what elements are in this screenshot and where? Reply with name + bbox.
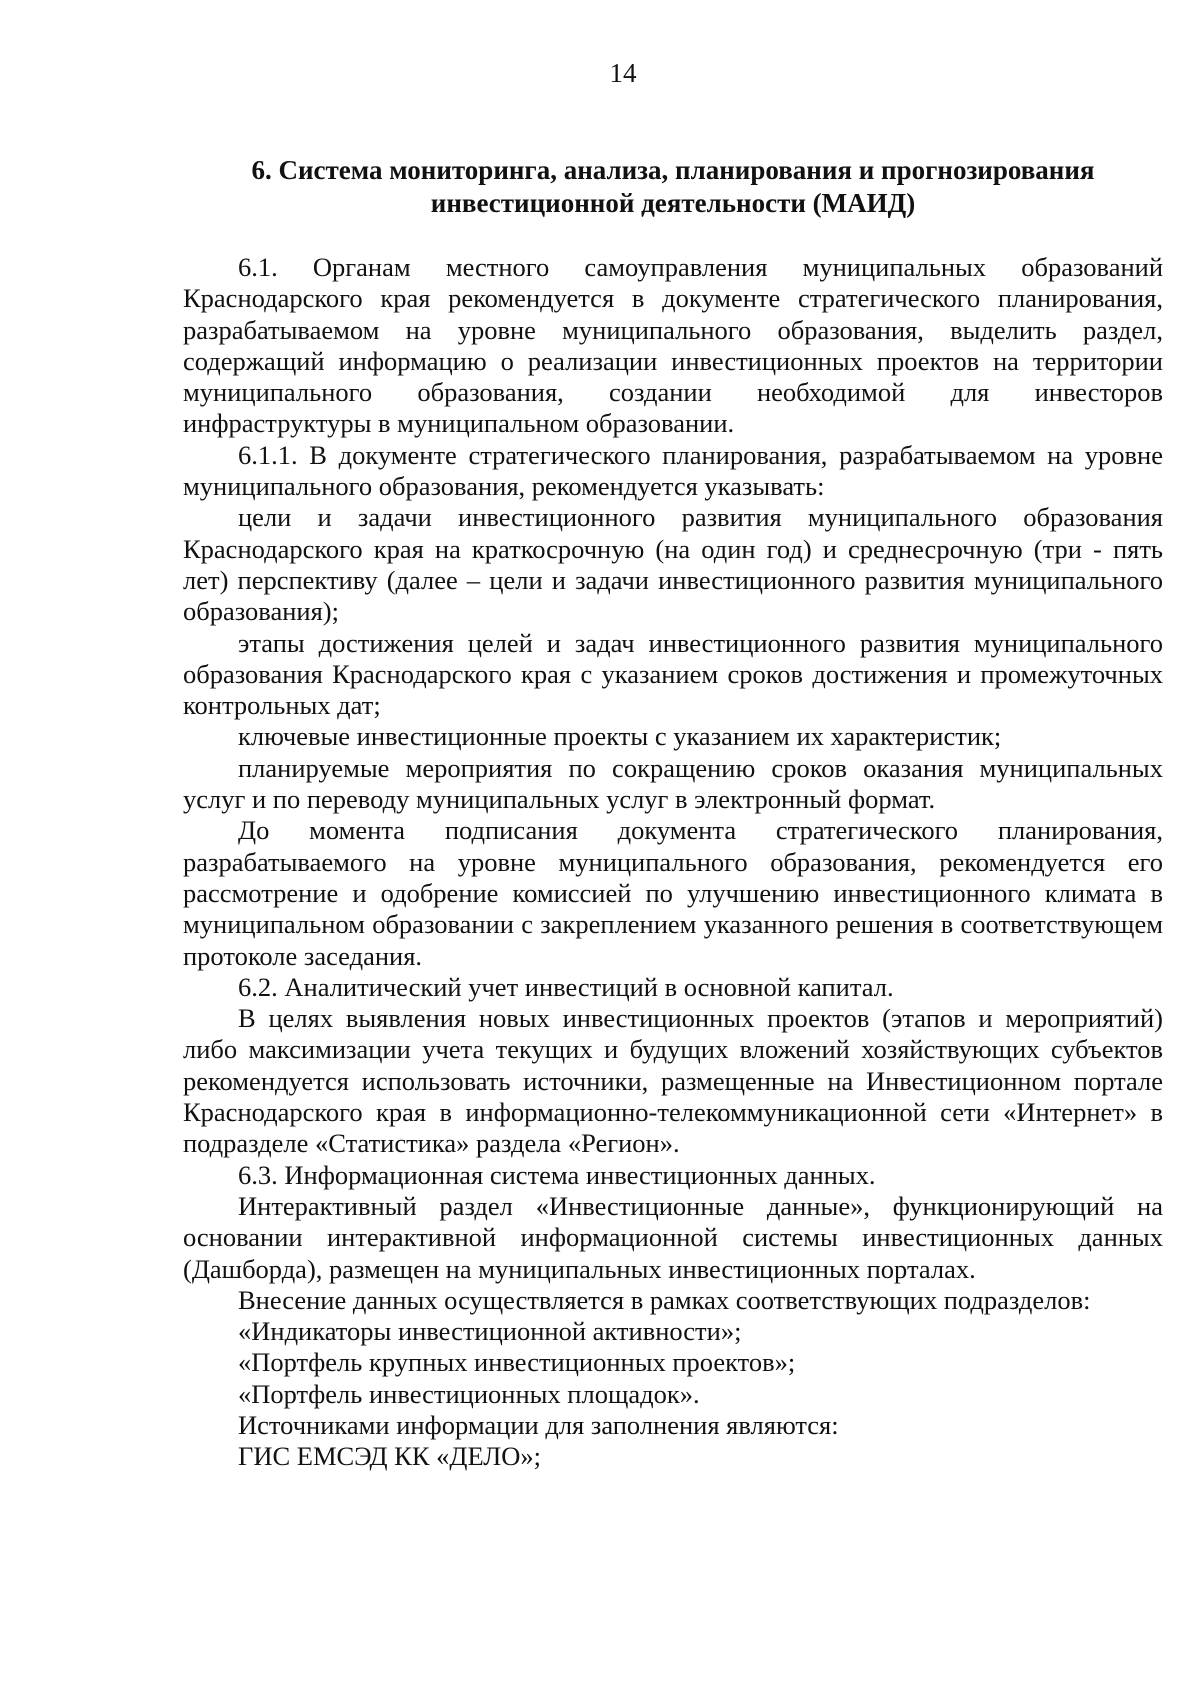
paragraph-sources: Источниками информации для заполнения являются: (238, 1409, 839, 1440)
list-item-stages: этапы достижения целей и задач инвестиционного развития муниципального образования Краснодарского края с указанием сроков достижения и промежуточных контрольных дат; (183, 627, 1163, 721)
list-item-key-projects: ключевые инвестиционные проекты с указанием их характеристик; (238, 721, 1002, 752)
paragraph-data-entry: Внесение данных осуществляется в рамках соответствующих подразделов: (238, 1284, 1091, 1315)
paragraph-6-3: 6.3. Информационная система инвестиционных данных. (238, 1159, 876, 1190)
list-item-goals: цели и задачи инвестиционного развития муниципального образования Краснодарского края на краткосрочную (на один год) и среднесрочную (три - пять лет) перспективу (далее – цели и задачи инвестиционного развития муниципального образования); (183, 502, 1163, 627)
section-heading-line-1: 6. Система мониторинга, анализа, планирования и прогнозирования (251, 155, 1095, 185)
paragraph-analytics-sources: В целях выявления новых инвестиционных проектов (этапов и мероприятий) либо максимизации учета текущих и будущих вложений хозяйствующих субъектов рекомендуется использовать источники, размещенные на Инвестиционном портале Краснодарского края в информационно-телекоммуникационной сети «Интернет» в подразделе «Статистика» раздела «Регион». (183, 1003, 1163, 1159)
paragraph-approval: До момента подписания документа стратегического планирования, разрабатываемого на уровне муниципального образования, рекомендуется его рассмотрение и одобрение комиссией по улучшению инвестиционного климата в муниципальном образовании с закреплением указанного решения в соответствующем протоколе заседания. (183, 815, 1163, 971)
list-item-large-projects: «Портфель крупных инвестиционных проектов»; (238, 1347, 796, 1378)
list-item-indicators: «Индикаторы инвестиционной активности»; (238, 1316, 742, 1347)
section-heading-line-2: инвестиционной деятельности (МАИД) (430, 188, 916, 218)
list-item-planned-measures: планируемые мероприятия по сокращению сроков оказания муниципальных услуг и по переводу муниципальных услуг в электронный формат. (183, 752, 1163, 815)
list-item-sites: «Портфель инвестиционных площадок». (238, 1378, 700, 1409)
section-heading (183, 154, 1163, 220)
list-item-gis-delo: ГИС ЕМСЭД КК «ДЕЛО»; (238, 1441, 542, 1472)
paragraph-6-2: 6.2. Аналитический учет инвестиций в основной капитал. (238, 971, 894, 1002)
paragraph-dashboard: Интерактивный раздел «Инвестиционные данные», функционирующий на основании интерактивной информационной системы инвестиционных данных (Дашборда), размещен на муниципальных инвестиционных порталах. (183, 1190, 1163, 1284)
paragraph-6-1: 6.1. Органам местного самоуправления муниципальных образований Краснодарского края рекомендуется в документе стратегического планирования, разрабатываемом на уровне муниципального образования, выделить раздел, содержащий информацию о реализации инвестиционных проектов на территории муниципального образования, создании необходимой для инвесторов инфраструктуры в муниципальном образовании. (183, 252, 1163, 439)
paragraph-6-1-1: 6.1.1. В документе стратегического планирования, разрабатываемом на уровне муниципального образования, рекомендуется указывать: (183, 439, 1163, 502)
document-body (183, 252, 1163, 1473)
page-number: 14 (609, 58, 637, 88)
